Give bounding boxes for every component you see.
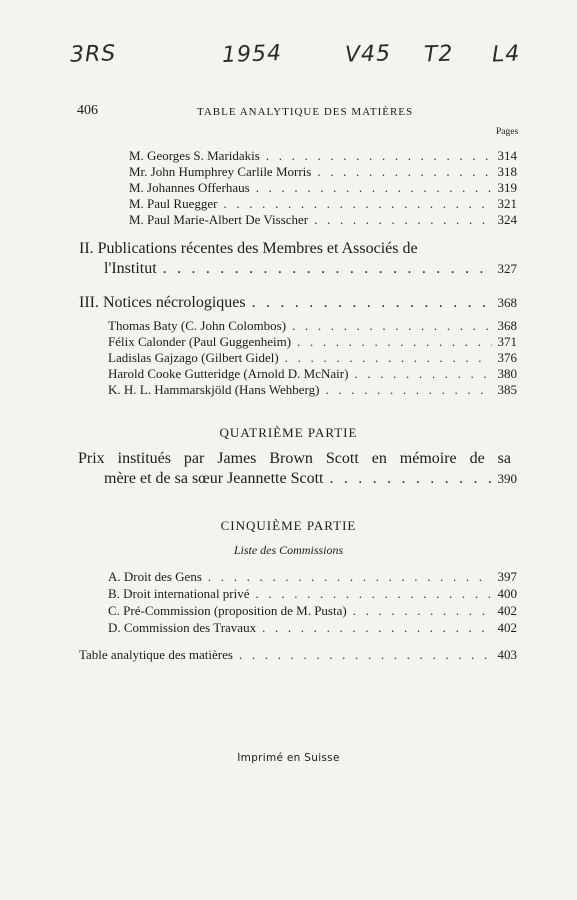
leader-dots — [297, 334, 491, 350]
toc-entry-title: M. Paul Ruegger — [129, 196, 218, 211]
toc-entry-page: 385 — [497, 382, 517, 397]
leader-dots — [256, 586, 492, 602]
leader-dots — [208, 569, 492, 585]
toc-entry — [79, 647, 517, 663]
toc-entry — [108, 334, 517, 350]
toc-entry-title: mère et de sa sœur Jeannette Scott — [104, 470, 324, 487]
toc-entry-page: 397 — [497, 569, 517, 584]
leader-dots — [317, 164, 491, 180]
toc-entry-page: 327 — [497, 261, 517, 276]
toc-entry-page: 321 — [497, 196, 517, 211]
toc-entry-title: M. Paul Marie-Albert De Visscher — [129, 212, 309, 227]
leader-dots — [262, 620, 491, 636]
leader-dots — [163, 260, 492, 278]
toc-entry-page: 368 — [497, 295, 517, 310]
toc-entry — [129, 180, 517, 196]
toc-entry-page: 403 — [497, 647, 517, 662]
leader-dots — [314, 212, 491, 228]
commissions-subtitle: Liste des Commissions — [233, 543, 344, 557]
toc-entry-title: M. Georges S. Maridakis — [129, 148, 260, 163]
toc-entry-title: III. Notices nécrologiques — [79, 294, 246, 311]
toc-entry — [108, 569, 517, 585]
prize-title-line: Prix institués par James Brown Scott en mémoire de sa — [78, 450, 511, 467]
toc-entry-title: Thomas Baty (C. John Colombos) — [108, 318, 287, 333]
toc-entry-page: 371 — [497, 334, 517, 349]
toc-entry-title: K. H. L. Hammarskjöld (Hans Wehberg) — [108, 382, 320, 397]
toc-entry — [108, 318, 517, 334]
handwritten-mark: L4 — [491, 41, 521, 68]
handwritten-mark: V45 — [344, 41, 392, 68]
toc-entry-title: A. Droit des Gens — [108, 569, 202, 584]
toc-entry — [104, 470, 517, 488]
handwritten-mark: 3RS — [69, 41, 117, 68]
handwritten-mark: T2 — [423, 41, 454, 68]
part-heading: CINQUIÈME PARTIE — [220, 518, 357, 533]
toc-entry-page: 380 — [497, 366, 517, 381]
toc-entry-title: Mr. John Humphrey Carlile Morris — [129, 164, 312, 179]
leader-dots — [326, 382, 492, 398]
toc-entry-title: B. Droit international privé — [108, 586, 250, 601]
toc-entry-page: 376 — [497, 350, 517, 365]
toc-entry — [129, 148, 517, 164]
leader-dots — [252, 294, 492, 312]
toc-entry-page: 390 — [497, 471, 517, 486]
toc-entry-page: 314 — [497, 148, 517, 163]
toc-entry — [108, 603, 517, 619]
toc-entry — [129, 164, 517, 180]
toc-entry-title: D. Commission des Travaux — [108, 620, 257, 635]
toc-entry — [108, 366, 517, 382]
part-heading: QUATRIÈME PARTIE — [219, 425, 358, 440]
toc-entry — [129, 212, 517, 228]
leader-dots — [223, 196, 491, 212]
toc-entry-title: Félix Calonder (Paul Guggenheim) — [108, 334, 292, 349]
imprint: Imprimé en Suisse — [237, 752, 340, 764]
leader-dots — [354, 366, 491, 382]
leader-dots — [285, 350, 492, 366]
toc-entry — [108, 382, 517, 398]
toc-entry-page: 324 — [497, 212, 517, 227]
running-title: TABLE ANALYTIQUE DES MATIÈRES — [197, 106, 414, 118]
toc-entry — [104, 260, 517, 278]
toc-entry — [108, 350, 517, 366]
handwritten-mark: 1954 — [221, 40, 283, 69]
leader-dots — [292, 318, 491, 334]
leader-dots — [256, 180, 492, 196]
toc-entry-page: 402 — [497, 620, 517, 635]
toc-entry-title: C. Pré-Commission (proposition de M. Pusta) — [108, 603, 347, 618]
toc-entry-title: Harold Cooke Gutteridge (Arnold D. McNair) — [108, 366, 349, 381]
toc-entry — [129, 196, 517, 212]
pages-column-label: Pages — [496, 127, 519, 137]
toc-entry-title: Table analytique des matières — [79, 647, 233, 662]
toc-entry — [79, 294, 517, 312]
section-ii-title: II. Publications récentes des Membres et Associés de — [79, 240, 418, 257]
leader-dots — [329, 470, 491, 488]
toc-entry-title: Ladislas Gajzago (Gilbert Gidel) — [108, 350, 279, 365]
toc-entry-page: 400 — [497, 586, 517, 601]
toc-entry-page: 318 — [497, 164, 517, 179]
toc-entry-page: 319 — [497, 180, 517, 195]
toc-entry — [108, 620, 517, 636]
toc-entry-title: M. Johannes Offerhaus — [129, 180, 250, 195]
toc-entry-page: 402 — [497, 603, 517, 618]
leader-dots — [239, 647, 492, 663]
leader-dots — [266, 148, 492, 164]
toc-entry-title: l'Institut — [104, 260, 157, 277]
toc-entry-page: 368 — [497, 318, 517, 333]
leader-dots — [353, 603, 492, 619]
toc-entry — [108, 586, 517, 602]
page-number: 406 — [77, 103, 98, 118]
